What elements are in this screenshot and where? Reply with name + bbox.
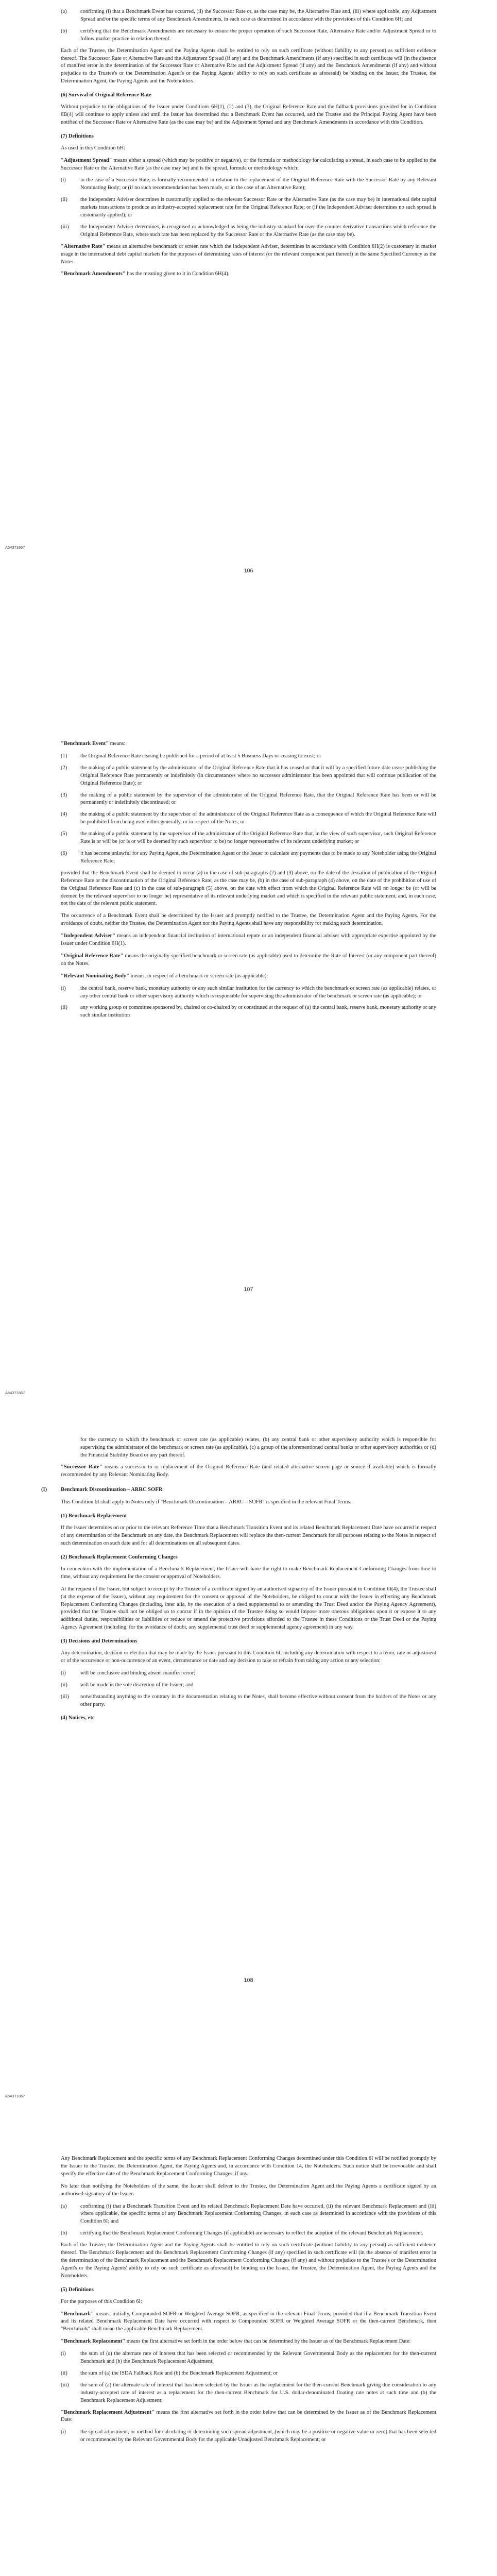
item-text: certifying that the Benchmark Replacement Conforming Changes (if applicable) are necessary to reflect the adoption of the relevant Benchmark Replacement. bbox=[80, 2230, 423, 2236]
list-item bbox=[61, 985, 436, 1001]
list-item bbox=[61, 196, 436, 219]
item-label: (3) bbox=[61, 792, 67, 798]
list-item bbox=[61, 8, 436, 24]
definition-term: "Independent Adviser" bbox=[61, 933, 115, 939]
item-text: the Independent Adviser determines is customarily applied to the relevant Successor Rate or the Alternative Rate (as the case may be) in international debt capital markets transactions to produce an industry-accepted replacement rate for the Original Reference Rate; or (if the Independent Adviser determines no such spread is customarily applied); or bbox=[80, 197, 436, 218]
definition-text: means: bbox=[109, 741, 126, 747]
page-106 bbox=[0, 0, 497, 703]
definition-text: means, initially, Compounded SOFR or Weighted Average SOFR, as specified in the relevant Final Terms; provided that if a Benchmark Transition Event and its related Benchmark Replacement Date have occurred with respect to Compounded SOFR or Weighted Average SOFR or the then-current Benchmark, then "Benchmark" shall mean the applicable Benchmark Replacement. bbox=[61, 2311, 436, 2332]
document-id: A54371867 bbox=[5, 545, 25, 550]
item-label: (i) bbox=[61, 2429, 66, 2435]
item-label: (ii) bbox=[61, 2370, 67, 2376]
list-item bbox=[61, 850, 436, 866]
definition-text: means an alternative benchmark or screen rate which the Independent Adviser, determines in accordance with Condition 6H(2) is customary in market usage in the international debt capital markets for the purposes of determining rates of interest (or the relevant component part thereof) in the same Specified Currency as the Notes. bbox=[61, 243, 436, 265]
page-body bbox=[41, 1436, 437, 1726]
definition-independent-adviser bbox=[61, 933, 436, 948]
definition-benchmark-replacement bbox=[61, 2338, 436, 2346]
condition-title bbox=[41, 1486, 436, 1494]
item-label: (i) bbox=[61, 1670, 66, 1676]
definition-term: "Relevant Nominating Body" bbox=[61, 973, 129, 979]
item-label: (a) bbox=[61, 2203, 67, 2209]
section-heading: (2) Benchmark Replacement Conforming Changes bbox=[61, 1554, 178, 1560]
section-heading: (5) Definitions bbox=[61, 2286, 94, 2293]
page-109 bbox=[0, 2110, 497, 2576]
item-text: notwithstanding anything to the contrary in the documentation relating to the Notes, shall become effective without consent from the holders of the Notes or any other party. bbox=[80, 1693, 436, 1707]
section-heading: (7) Definitions bbox=[61, 133, 94, 139]
page-body bbox=[61, 2155, 436, 2448]
item-label: (6) bbox=[61, 850, 67, 856]
list-item bbox=[61, 753, 436, 760]
definition-term: "Successor Rate" bbox=[61, 1464, 102, 1470]
item-text: the making of a public statement by the supervisor of the administrator of the Original Reference Rate that, in the view of such supervisor, such Original Reference Rate is or will be (or is or will be deemed by such supervisor to be) no longer representative of its relevant underlying market; or bbox=[80, 831, 436, 845]
definition-benchmark bbox=[61, 2311, 436, 2334]
definition-term: "Benchmark" bbox=[61, 2311, 94, 2317]
item-label: (b) bbox=[61, 28, 67, 34]
item-text: any working group or committee sponsored by, chaired or co-chaired by or constituted at the request of (a) the central bank, reserve bank, monetary authority or any such similar institution bbox=[80, 1005, 436, 1019]
definition-original-reference-rate bbox=[61, 953, 436, 968]
definition-benchmark-event bbox=[61, 740, 436, 748]
paragraph: provided that the Benchmark Event shall be deemed to occur (a) in the case of sub-paragraphs (2) and (3) above, on the date of the cessation of publication of the Original Reference Rate or the discontinuation of the Original Reference Rate, as the case may be, (b) in the case of sub-paragraph (4) above, on the date of the prohibition of use of the Original Reference Rate and (c) in the case of sub-paragraph (5) above, on the date with effect from which the Original Reference Rate will no longer be (or will be deemed by the relevant supervisor to no longer be) representative of its relevant underlying market and which is specified in the relevant public statement, and, in each case, not the date of the relevant public statement. bbox=[61, 870, 436, 907]
item-label: (ii) bbox=[61, 1005, 67, 1011]
definition-text: means the first alternative set forth in the order below that can be determined by the Issuer as of the Benchmark Replacement Date: bbox=[61, 2409, 436, 2423]
list-item bbox=[61, 2230, 436, 2238]
item-text: the central bank, reserve bank, monetary authority or any such similar institution for the currency to which the benchmark or screen rate (as applicable) relates, or any other central bank or other supervisory authority which is responsible for supervising the administrator of the benchmark or screen rate (as applicable); or bbox=[80, 985, 436, 999]
list-item bbox=[61, 1670, 436, 1677]
section-heading: (1) Benchmark Replacement bbox=[61, 1513, 127, 1519]
item-label: (iii) bbox=[61, 1693, 69, 1700]
item-label: (iii) bbox=[61, 224, 69, 230]
page-number: 108 bbox=[244, 1977, 253, 1984]
item-label: (b) bbox=[61, 2230, 67, 2236]
condition-label: (I) bbox=[41, 1486, 47, 1493]
paragraph: In connection with the implementation of a Benchmark Replacement, the Issuer will have the right to make Benchmark Replacement Conforming Changes from time to time, without any requirement for the consent or approval of Noteholders. bbox=[61, 1566, 436, 1580]
definition-text: means either a spread (which may be positive or negative), or the formula or methodology for calculating a spread, in each case to be applied to the Successor Rate or the Alternative Rate (as the case may be) and is the spread, formula or methodology which: bbox=[61, 157, 436, 171]
definition-term: "Benchmark Replacement" bbox=[61, 2338, 126, 2345]
list-item bbox=[61, 1682, 436, 1689]
item-label: (a) bbox=[61, 9, 67, 14]
item-label: (5) bbox=[61, 831, 67, 837]
item-text: will be made in the sole discretion of the Issuer; and bbox=[80, 1682, 194, 1688]
definition-term: "Alternative Rate" bbox=[61, 243, 106, 249]
list-item bbox=[61, 2203, 436, 2226]
definition-text: has the meaning given to it in Condition 6H(4). bbox=[125, 271, 230, 277]
item-text: it has become unlawful for any Paying Agent, the Determination Agent or the Issuer to calculate any payments due to be made to any Noteholder using the Original Reference Rate; bbox=[80, 850, 436, 864]
definition-text: means the originally-specified benchmark or screen rate (as applicable) used to determine the Rate of Interest (or any component part thereof) on the Notes. bbox=[61, 953, 436, 967]
definition-benchmark-amendments bbox=[61, 270, 436, 278]
item-label: (1) bbox=[61, 753, 67, 759]
list-item-continued bbox=[61, 1436, 436, 1460]
definition-text: means an independent financial institution of international repute or an independent financial adviser with appropriate expertise appointed by the Issuer under Condition 6H(1). bbox=[61, 933, 436, 947]
item-text: in the case of a Successor Rate, is formally recommended in relation to the replacement of the Original Reference Rate with the Successor Rate by any Relevant Nominating Body; or (if no such recommendation has been made, or in the case of an Alternative Rate); bbox=[80, 177, 436, 191]
item-label: (4) bbox=[61, 811, 67, 818]
paragraph: If the Issuer determines on or prior to the relevant Reference Time that a Benchmark Transition Event and its related Benchmark Replacement Date have occurred in respect of any determination of the Benchmark on any date, the Benchmark Replacement will replace the then-current Benchmark for all purposes relating to the Notes in respect of such determination on such date and for all determinations on all subsequent dates. bbox=[61, 1525, 436, 1547]
item-text: the spread adjustment, or method for calculating or determining such spread adjustment, (which may be a positive or negative value or zero) that has been selected or recommended by the Relevant Governmental Body for the applicable Unadjusted Benchmark Replacement; or bbox=[80, 2429, 436, 2443]
page-body bbox=[61, 740, 436, 1024]
paragraph: For the purposes of this Condition 6I: bbox=[61, 2298, 143, 2304]
paragraph: Each of the Trustee, the Determination Agent and the Paying Agents shall be entitled to rely on such certificate (without liability to any person) as sufficient evidence thereof. The Benchmark Replacement and the Benchmark Replacement Conforming Changes (if any) specified in such certificate will (in the absence of manifest error in the determination of the Benchmark Replacement and the Benchmark Replacement Conforming Changes (if any) and without prejudice to the Trustee's or the Determination Agent's or the Paying Agents' ability to rely on such certificate as aforesaid) be binding on the Issuer, the Trustee, the Determination Agent, the Paying Agents and the Noteholders. bbox=[61, 2242, 436, 2279]
section-heading: (4) Notices, etc bbox=[61, 1715, 95, 1721]
list-item bbox=[61, 792, 436, 807]
item-text: certifying that the Benchmark Amendments are necessary to ensure the proper operation of such Successor Rate, Alternative Rate and/or Adjustment Spread or to follow market practice in relation thereof. bbox=[80, 28, 436, 42]
item-label: (2) bbox=[61, 765, 67, 771]
page-108 bbox=[0, 1406, 497, 2110]
item-text: the making of a public statement by the supervisor of the administrator of the Original Reference Rate, that the Original Reference Rate has been or will be permanently or indefinitely discontinued; or bbox=[80, 792, 436, 806]
definition-term: "Original Reference Rate" bbox=[61, 953, 124, 959]
item-text: confirming (i) that a Benchmark Event has occurred, (ii) the Successor Rate or, as the case may be, the Alternative Rate and, (iii) where applicable, any Adjustment Spread and/or the specific terms of any Benchmark Amendments, in each case as determined in accordance with the provisions of this Condition 6H; and bbox=[80, 9, 436, 22]
item-text: the sum of (a) the alternate rate of interest that has been selected by the Issuer as the replacement for the then-current Benchmark giving due consideration to any industry-accepted rate of interest as a replacement for the then-current Benchmark for U.S. dollar-denominated floating rate notes at such time and (b) the Benchmark Replacement Adjustment; bbox=[80, 2382, 436, 2403]
paragraph: Each of the Trustee, the Determination Agent and the Paying Agents shall be entitled to rely on such certificate (without liability to any person) as sufficient evidence thereof. The Successor Rate or Alternative Rate and the Adjustment Spread (if any) and the Benchmark Amendments (if any) specified in such certificate will (in the absence of manifest error in the determination of the Successor Rate or Alternative Rate and the Adjustment Spread (if any) and the Benchmark Amendments (if any) and without prejudice to the Trustee's or the Determination Agent's or the Paying Agents' ability to rely on such certificate as aforesaid) be binding on the Issuer, the Trustee, the Determination Agent, the Paying Agents and the Noteholders. bbox=[61, 47, 436, 84]
section-heading: (3) Decisions and Determinations bbox=[61, 1638, 138, 1645]
item-text: will be conclusive and binding absent manifest error; bbox=[80, 1670, 196, 1676]
item-text: the sum of (a) the alternate rate of interest that has been selected or recommended by the Relevant Governmental Body as the replacement for the then-current Benchmark and (b) the Benchmark Replacement Adjustment; bbox=[80, 2351, 436, 2365]
list-item bbox=[61, 2382, 436, 2405]
paragraph: As used in this Condition 6H: bbox=[61, 145, 126, 151]
item-label: (i) bbox=[61, 177, 66, 183]
paragraph: At the request of the Issuer, but subject to receipt by the Trustee of a certificate signed by an authorised signatory of the Issuer pursuant to Condition 6I(4), the Trustee shall (at the expense of the Issuer), without any requirement for the consent or approval of the Noteholders, be obliged to concur with the Issuer in effecting any Benchmark Replacement Conforming Changes (including, inter alia, by the execution of a deed supplemental to or amending the Trust Deed and/or the Paying Agency Agreement), provided that the Trustee shall not be obliged so to concur if in the opinion of the Trustee doing so would impose more onerous obligations upon it or expose it to any additional duties, responsibilities or liabilities or reduce or amend the protective provisions afforded to the Trustee in these Conditions or the Trust Deed or the Paying Agency Agreement (including, for the avoidance of doubt, any supplemental trust deed or supplemental agency agreement) in any way. bbox=[61, 1586, 436, 1631]
item-text: confirming (i) that a Benchmark Transition Event and its related Benchmark Replacement Date have occurred, (ii) the relevant Benchmark Replacement and (iii) where applicable, the specific terms of any Benchmark Replacement Conforming Changes, in each case as determined in accordance with the provisions of this Condition 6I; and bbox=[80, 2203, 436, 2225]
list-item bbox=[61, 2350, 436, 2366]
definition-adjustment-spread bbox=[61, 157, 436, 173]
condition-title-text: Benchmark Discontinuation – ARRC SOFR bbox=[61, 1486, 163, 1493]
list-item bbox=[61, 811, 436, 826]
page-number: 106 bbox=[244, 568, 253, 574]
definition-successor-rate bbox=[61, 1464, 436, 1479]
item-text: for the currency to which the benchmark or screen rate (as applicable) relates, (b) any central bank or other supervisory authority which is responsible for supervising the administrator of the benchmark or screen rate (as applicable), (c) a group of the aforementioned central banks or other supervisory authorities or (d) the Financial Stability Board or any part thereof. bbox=[80, 1437, 436, 1458]
list-item bbox=[61, 2429, 436, 2444]
list-item bbox=[61, 831, 436, 846]
definition-text: means the first alternative set forth in the order below that can be determined by the Issuer as of the Benchmark Replacement Date: bbox=[125, 2338, 411, 2345]
list-item bbox=[61, 2370, 436, 2378]
paragraph: This Condition 6I shall apply to Notes only if "Benchmark Discontinuation – ARRC – SOFR" is specified in the relevant Final Terms. bbox=[61, 1499, 352, 1505]
definition-benchmark-replacement-adjustment bbox=[61, 2409, 436, 2425]
definition-alternative-rate bbox=[61, 243, 436, 266]
definition-term: "Benchmark Amendments" bbox=[61, 271, 126, 277]
page-107 bbox=[0, 703, 497, 1406]
item-text: the sum of (a) the ISDA Fallback Rate and (b) the Benchmark Replacement Adjustment; or bbox=[80, 2370, 278, 2376]
page-number: 107 bbox=[244, 1286, 253, 1293]
definition-term: "Benchmark Replacement Adjustment" bbox=[61, 2409, 155, 2415]
definition-relevant-nominating-body bbox=[61, 973, 436, 980]
paragraph: The occurrence of a Benchmark Event shall be determined by the Issuer and promptly notified to the Trustee, the Determination Agent and the Paying Agents. For the avoidance of doubt, neither the Trustee, the Determination Agent nor the Paying Agents shall have any responsibility for making such determination. bbox=[61, 913, 436, 927]
list-item bbox=[61, 1693, 436, 1709]
item-text: the Original Reference Rate ceasing be published for a period of at least 5 Business Days or ceasing to exist; or bbox=[80, 753, 321, 759]
item-label: (iii) bbox=[61, 2382, 69, 2388]
page-body bbox=[61, 8, 436, 283]
paragraph: No later than notifying the Noteholders of the same, the Issuer shall deliver to the Trustee, the Determination Agent and the Paying Agents a certificate signed by an authorised signatory of the Issuer: bbox=[61, 2183, 436, 2197]
item-label: (i) bbox=[61, 2351, 66, 2357]
list-item bbox=[61, 177, 436, 192]
list-item bbox=[61, 1004, 436, 1020]
paragraph: Any Benchmark Replacement and the specific terms of any Benchmark Replacement Conforming Changes determined under this Condition 6I will be notified promptly by the Issuer to the Trustee, the Determination Agent, the Paying Agents and, in accordance with Condition 14, the Noteholders. Such notice shall be irrevocable and shall specify the effective date of the Benchmark Replacement Conforming Changes, if any. bbox=[61, 2156, 436, 2177]
paragraph: Any determination, decision or election that may be made by the Issuer pursuant to this Condition 6I, including any determination with respect to a tenor, rate or adjustment or of the occurrence or non-occurrence of an event, circumstance or date and any decision to take or refrain from taking any action or any selection: bbox=[61, 1650, 436, 1664]
definition-term: "Adjustment Spread" bbox=[61, 157, 112, 163]
definition-term: "Benchmark Event" bbox=[61, 741, 109, 747]
item-label: (i) bbox=[61, 985, 66, 991]
list-item bbox=[61, 28, 436, 43]
list-item bbox=[61, 765, 436, 788]
item-label: (ii) bbox=[61, 197, 67, 203]
definition-text: means, in respect of a benchmark or screen rate (as applicable): bbox=[129, 973, 268, 979]
list-item bbox=[61, 224, 436, 239]
definition-text: means a successor to or replacement of the Original Reference Rate (and related alternative screen page or source if available) which is formally recommended by any Relevant Nominating Body. bbox=[61, 1464, 437, 1478]
paragraph: Without prejudice to the obligations of the Issuer under Conditions 6H(1), (2) and (3), the Original Reference Rate and the fallback provisions provided for in Condition 6B(4) will continue to apply unless and until the Issuer has determined that a Benchmark Event has occurred, and the Trustee and the Principal Paying Agent have been notified of the Successor Rate or Alternative Rate (as the case may be) and the Adjustment Spread and any Benchmark Amendments in accordance with this Condition. bbox=[61, 104, 436, 125]
document-id: A54371867 bbox=[5, 2094, 25, 2098]
item-text: the making of a public statement by the supervisor of the administrator of the Original Reference Rate as a consequence of which the Original Reference Rate will be prohibited from being used either generally, or in respect of the Notes; or bbox=[80, 811, 436, 825]
item-text: the Independent Adviser determines, is recognised or acknowledged as being the industry standard for over-the-counter derivative transactions which reference the Original Reference Rate, where such rate has been replaced by the Successor Rate or the Alternative Rate (as the case may be). bbox=[80, 224, 436, 238]
item-text: the making of a public statement by the administrator of the Original Reference Rate that it has ceased or that it will by a specified future date cease publishing the Original Reference Rate permanently or indefinitely (in circumstances where no successor administrator has been appointed that will continue publication of the Original Reference Rate); or bbox=[80, 765, 436, 786]
section-heading: (6) Survival of Original Reference Rate bbox=[61, 92, 151, 98]
document-id: A54371867 bbox=[5, 1391, 25, 1395]
item-label: (ii) bbox=[61, 1682, 67, 1688]
